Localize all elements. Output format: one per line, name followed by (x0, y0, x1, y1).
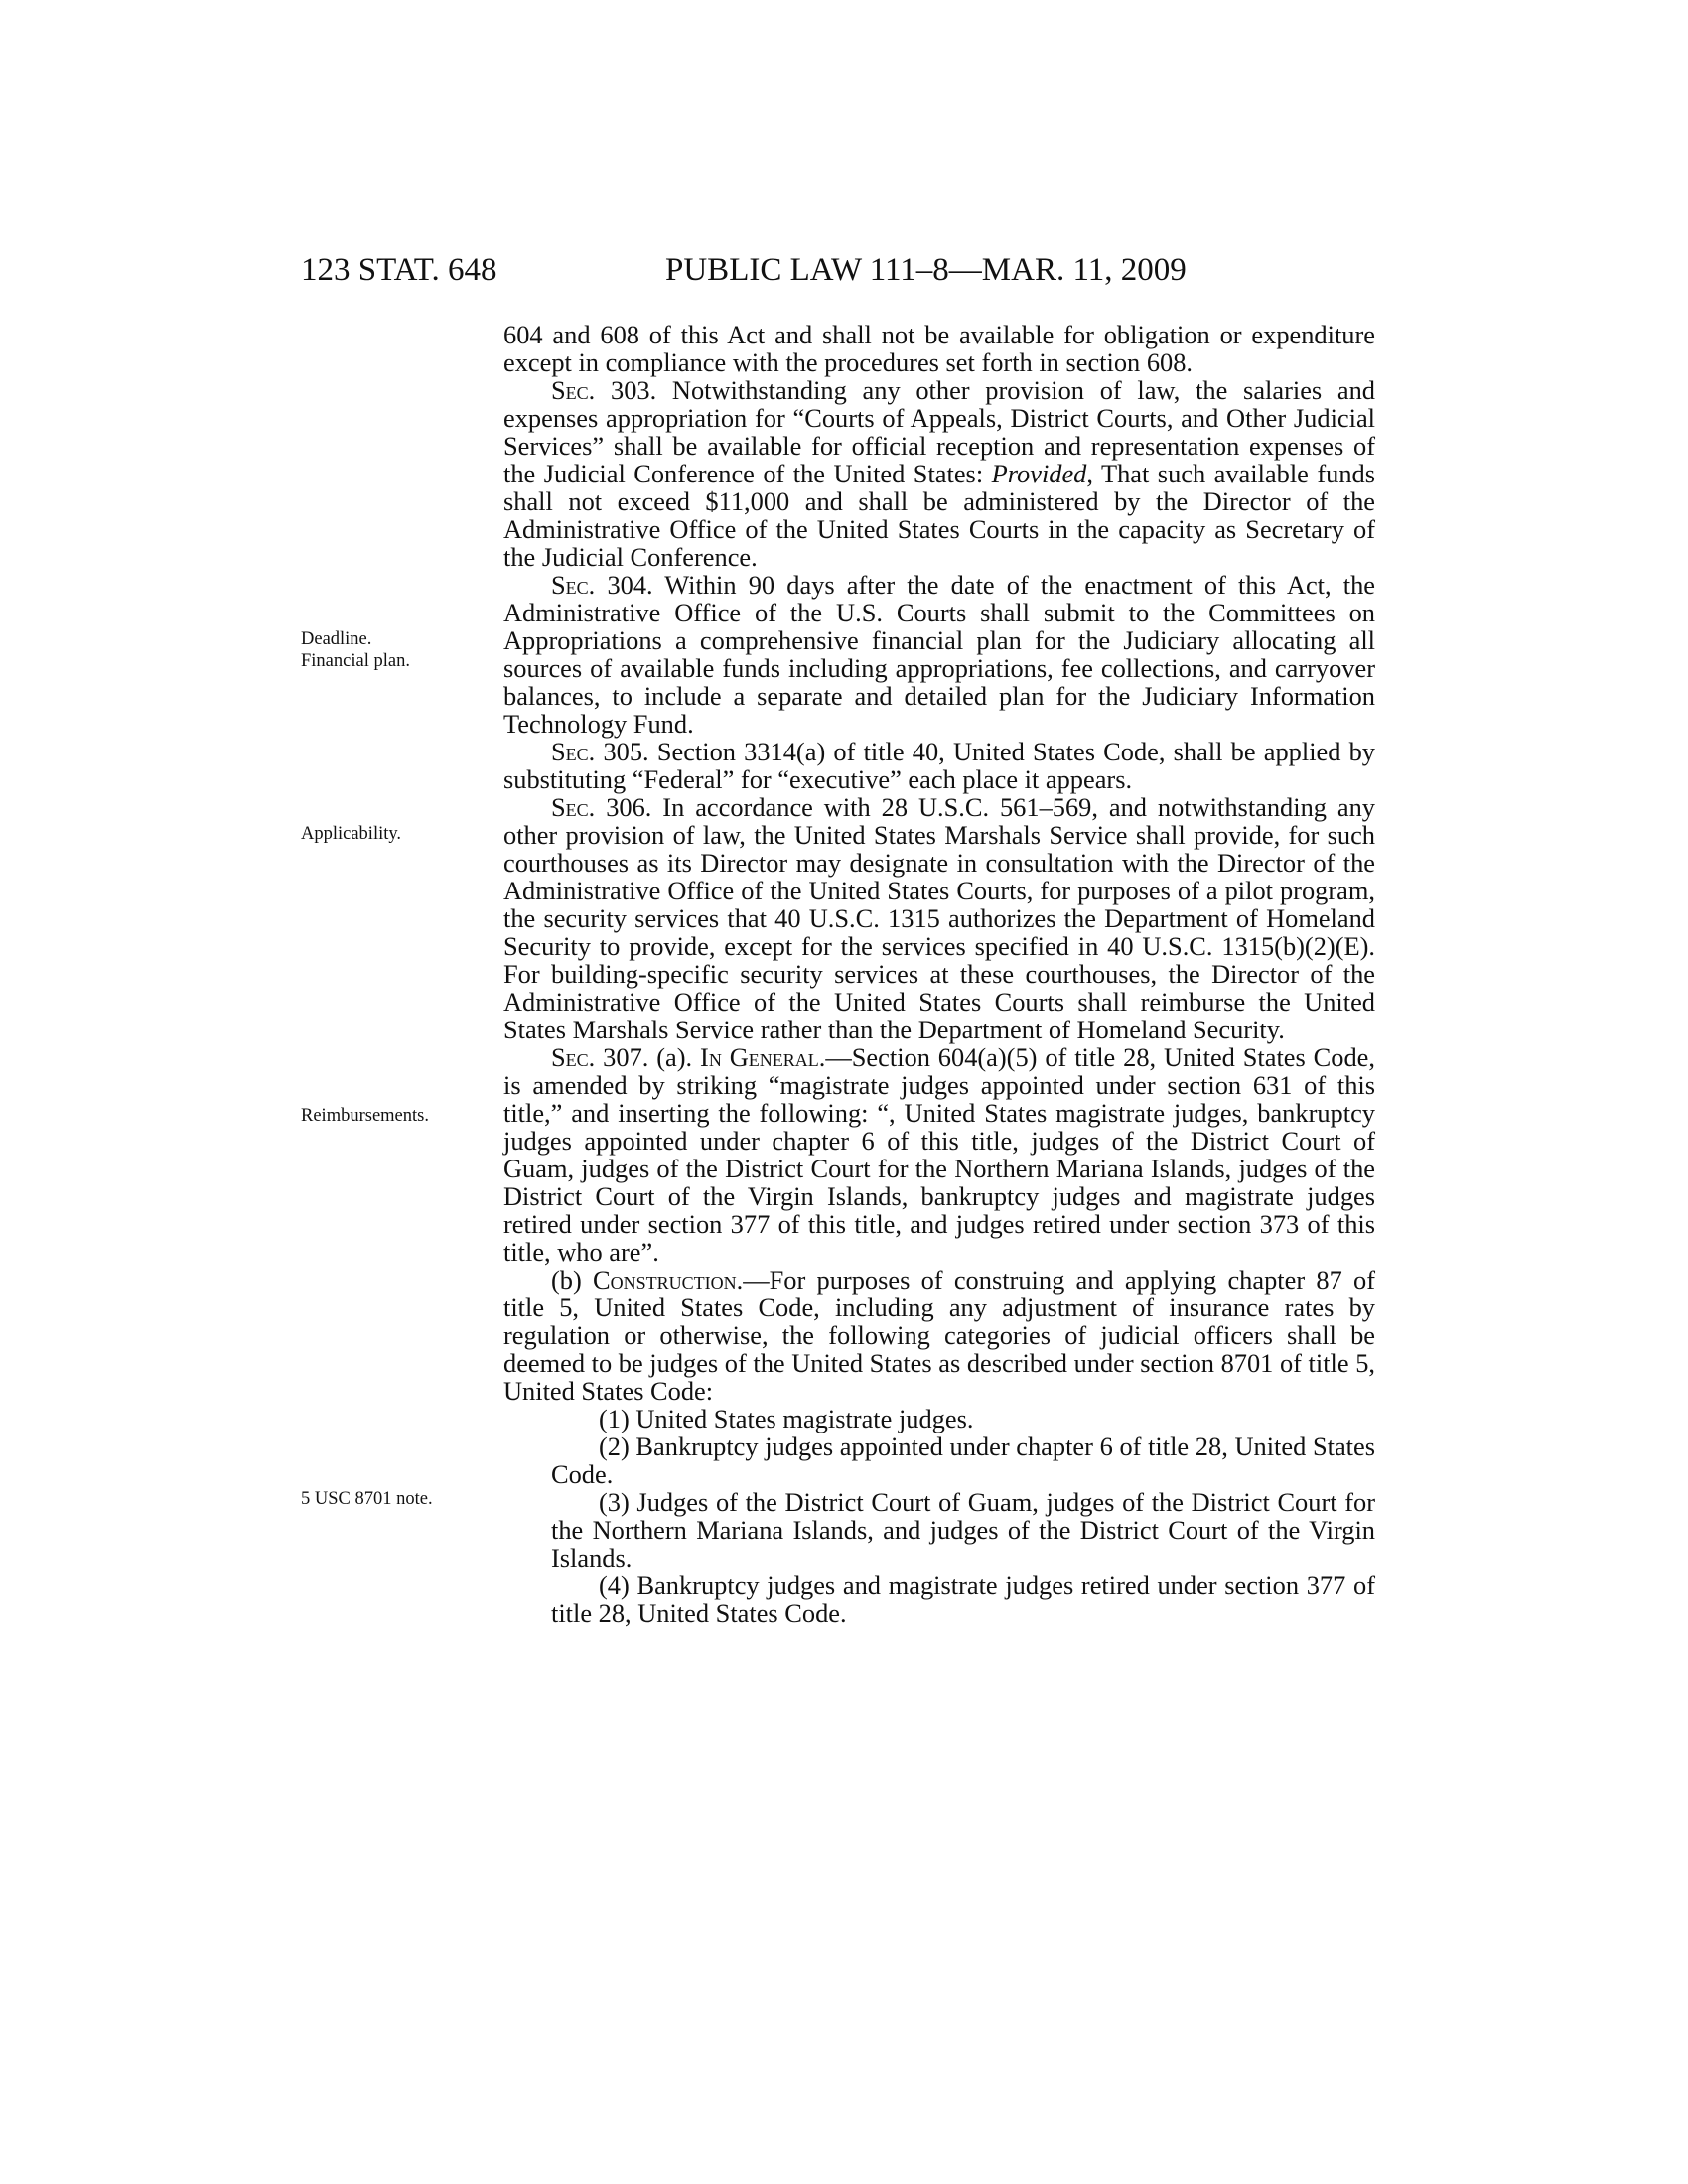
margin-note-applicability: Applicability. (301, 824, 402, 844)
provided-term: Provided (991, 459, 1087, 488)
statute-body (503, 321, 1375, 1627)
page-stat-citation: 123 STAT. 648 (301, 252, 497, 288)
section-label: Sec. (551, 375, 596, 405)
subsection-prefix: (b) (551, 1265, 594, 1295)
section-text: 304. Within 90 days after the date of the enactment of this Act, the Administrative Office of the U.S. Courts shall submit to the Committees on Appropriations a comprehensive financial plan for the Judiciary allocating all sources of available funds including appropriations, fee collections, and carryover balances, to include a separate and detailed plan for the Judiciary Information Technology Fund. (503, 570, 1375, 739)
section-307a (503, 1043, 1375, 1266)
section-label: Sec. (551, 1042, 596, 1072)
subsection-heading: In General (700, 1042, 819, 1072)
section-304 (503, 571, 1375, 738)
margin-note-usc: 5 USC 8701 note. (301, 1489, 433, 1509)
section-text: 306. In accordance with 28 U.S.C. 561–569, and notwithstanding any other provision of law, the United States Marshals Service shall provide, for such courthouses as its Director may designate in consultation with the Director of the Administrative Office of the United States Courts, for purposes of a pilot program, the security services that 40 U.S.C. 1315 authorizes the Department of Homeland Security to provide, except for the services specified in 40 U.S.C. 1315(b)(2)(E). For building-specific security services at these courthouses, the Director of the Administrative Office of the United States Courts shall reimburse the United States Marshals Service rather than the Department of Homeland Security. (503, 792, 1375, 1044)
section-306 (503, 793, 1375, 1043)
section-303 (503, 376, 1375, 571)
margin-note-financial-plan: Financial plan. (301, 651, 410, 671)
section-305 (503, 738, 1375, 793)
section-label: Sec. (551, 792, 596, 822)
section-307b (503, 1266, 1375, 1405)
list-item: (2) Bankruptcy judges appointed under chapter 6 of title 28, United States Code. (551, 1432, 1375, 1489)
running-header: PUBLIC LAW 111–8—MAR. 11, 2009 (665, 252, 1187, 288)
continued-paragraph: 604 and 608 of this Act and shall not be available for obligation or expenditure except in compliance with the procedures set forth in section 608. (503, 320, 1375, 377)
section-text: 303. Notwithstanding any other provision of law, the salaries and expenses appropriation for “Courts of Appeals, District Courts, and Other Judicial Services” shall be available for official reception and representation expenses of the Judicial Conference of the United States: (503, 375, 1375, 488)
section-text: , That such available funds shall not exceed $11,000 and shall be administered by the Director of the Administrative Office of the United States Courts in the capacity as Secretary of the Judicial Conference. (503, 459, 1375, 572)
list-item: (4) Bankruptcy judges and magistrate judges retired under section 377 of title 28, United States Code. (551, 1570, 1375, 1628)
subsection-heading: Construction (593, 1265, 737, 1295)
list-item: (1) United States magistrate judges. (599, 1404, 974, 1433)
section-label: Sec. (551, 737, 596, 766)
section-text: 305. Section 3314(a) of title 40, United States Code, shall be applied by substituting “Federal” for “executive” each place it appears. (503, 737, 1375, 794)
section-text: .—For purposes of construing and applying chapter 87 of title 5, United States Code, including any adjustment of insurance rates by regulation or otherwise, the following categories of judicial officers shall be deemed to be judges of the United States as described under section 8701 of title 5, United States Code: (503, 1265, 1375, 1406)
section-text: 307. (a). (595, 1042, 701, 1072)
section-label: Sec. (551, 570, 596, 600)
margin-note-deadline: Deadline. (301, 629, 372, 649)
section-text: .—Section 604(a)(5) of title 28, United States Code, is amended by striking “magistrate judges appointed under section 631 of this title,” and inserting the following: “, United States magistrate judges, bankruptcy judges appointed under chapter 6 of this title, judges of the District Court of Guam, judges of the District Court for the Northern Mariana Islands, judges of the District Court of the Virgin Islands, bankruptcy judges and magistrate judges retired under section 377 of this title, and judges retired under section 373 of this title, who are”. (503, 1042, 1375, 1267)
list-item: (3) Judges of the District Court of Guam, judges of the District Court for the Northern Mariana Islands, and judges of the District Court of the Virgin Islands. (551, 1487, 1375, 1572)
margin-note-reimbursements: Reimbursements. (301, 1106, 429, 1126)
